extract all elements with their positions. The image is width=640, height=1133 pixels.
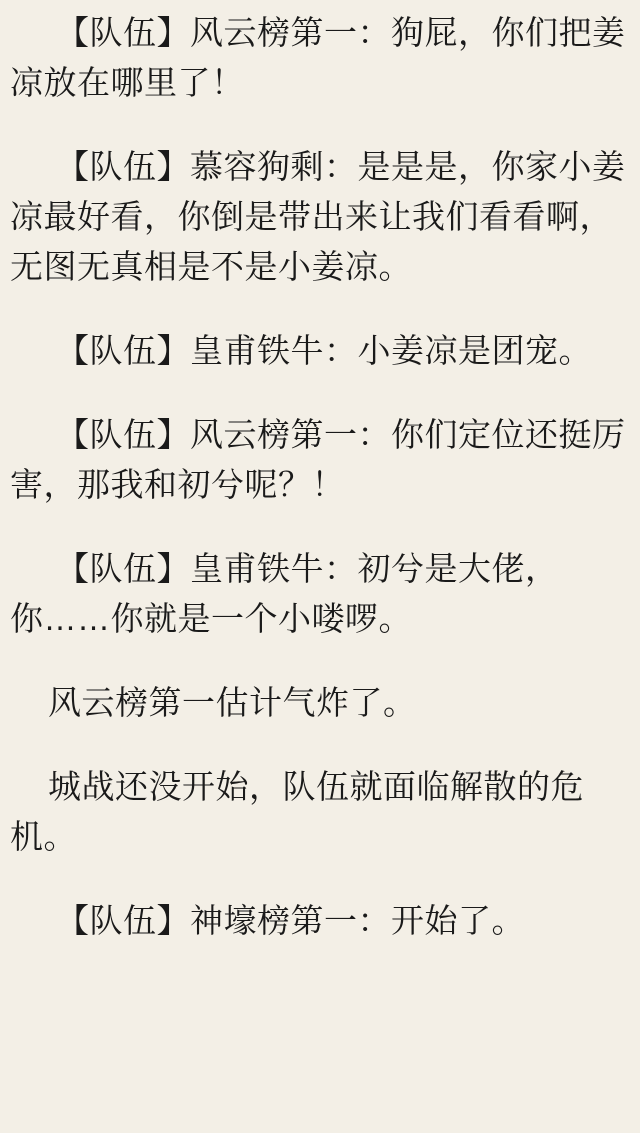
reader-page xyxy=(0,8,640,1133)
chat-line-paragraph: 【队伍】皇甫铁牛：小姜凉是团宠。 xyxy=(56,332,592,369)
chat-line-paragraph: 【队伍】慕容狗剩：是是是，你家小姜凉最好看，你倒是带出来让我们看看啊，无图无真相是不是小姜凉。 xyxy=(10,148,626,285)
chat-line-paragraph: 【队伍】皇甫铁牛：初兮是大佬，你……你就是一个小喽啰。 xyxy=(10,550,559,637)
narration-paragraph: 城战还没开始，队伍就面临解散的危机。 xyxy=(10,768,584,855)
narration-paragraph: 风云榜第一估计气炸了。 xyxy=(48,684,417,721)
chat-line-paragraph: 【队伍】神壕榜第一：开始了。 xyxy=(56,902,525,939)
chat-line-paragraph: 【队伍】风云榜第一：狗屁，你们把姜凉放在哪里了！ xyxy=(10,14,626,101)
chat-line-paragraph: 【队伍】风云榜第一：你们定位还挺厉害，那我和初兮呢？！ xyxy=(10,416,626,503)
